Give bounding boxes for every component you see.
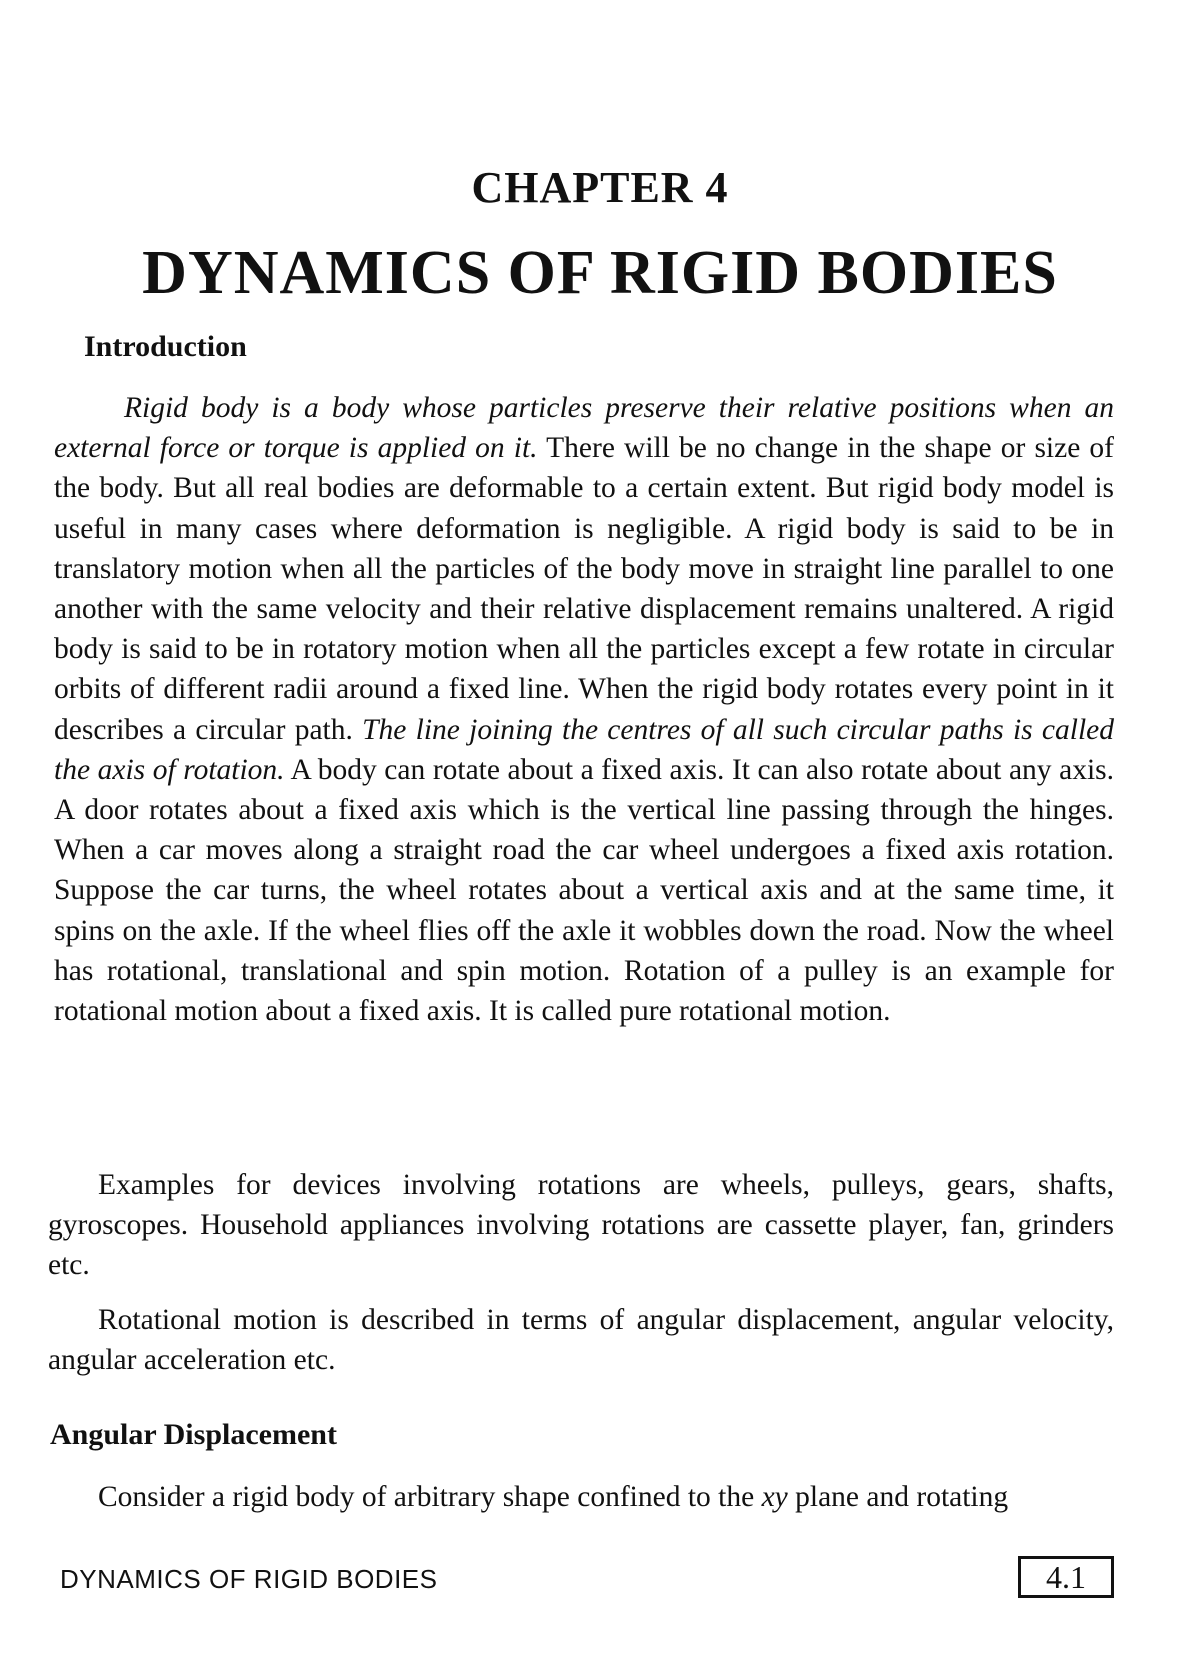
definition-axis-of-rotation: The line joining the centres of all such circular paths is called the axis of rotation. xyxy=(54,713,1114,786)
paragraph-rotation-examples: Examples for devices involving rotations are wheels, pulleys, gears, shafts, gyroscopes. Household appliances involving rotations are cassette player, fan, grinders etc. xyxy=(48,1169,1114,1282)
footer-running-title: DYNAMICS OF RIGID BODIES xyxy=(60,1564,438,1594)
page-number-box: 4.1 xyxy=(1018,1556,1114,1598)
paragraph-text: A body can rotate about a fixed axis. It can also rotate about any axis. A door rotates about a fixed axis which is the vertical line passing through the hinges. When a car moves along a straight road the car wheel undergoes a fixed axis rotation. Suppose the car turns, the wheel rotates about a vertical axis and at the same time, it spins on the axle. If the wheel flies off the axle it wobbles down the road. Now the wheel has rotational, translational and spin motion. Rotation of a pulley is an example for rotational motion about a fixed axis. It is called pure rotational motion. xyxy=(54,753,1115,1028)
paragraph-text: plane and rotating xyxy=(787,1481,1009,1513)
section-heading-introduction: Introduction xyxy=(84,330,247,363)
paragraph-angular-displacement xyxy=(48,1477,1114,1517)
italic-xy: xy xyxy=(761,1481,788,1513)
section-heading-angular-displacement: Angular Displacement xyxy=(50,1418,337,1451)
chapter-title: DYNAMICS OF RIGID BODIES xyxy=(142,239,1058,307)
paragraph-rigid-body-definition xyxy=(54,388,1114,1031)
chapter-label: CHAPTER 4 xyxy=(471,163,729,212)
paragraph-text: There will be no change in the shape or size of the body. But all real bodies are deformable to a certain extent. But rigid body model is useful in many cases where deformation is negligible. A rigid body is said to be in translatory motion when all the particles of the body move in straight line parallel to one another with the same velocity and their relative displacement remains unaltered. A rigid body is said to be in rotatory motion when all the particles except a few rotate in circular orbits of different radii around a fixed line. When the rigid body rotates every point in it describes a circular path. xyxy=(54,432,1114,746)
definition-rigid-body: Rigid body is a body whose particles preserve their relative positions when an external force or torque is applied on it. xyxy=(54,392,1114,465)
paragraph-rotational-motion-terms: Rotational motion is described in terms of angular displacement, angular velocity, angular acceleration etc. xyxy=(48,1304,1114,1377)
paragraph-text: Consider a rigid body of arbitrary shape confined to the xyxy=(98,1481,762,1513)
